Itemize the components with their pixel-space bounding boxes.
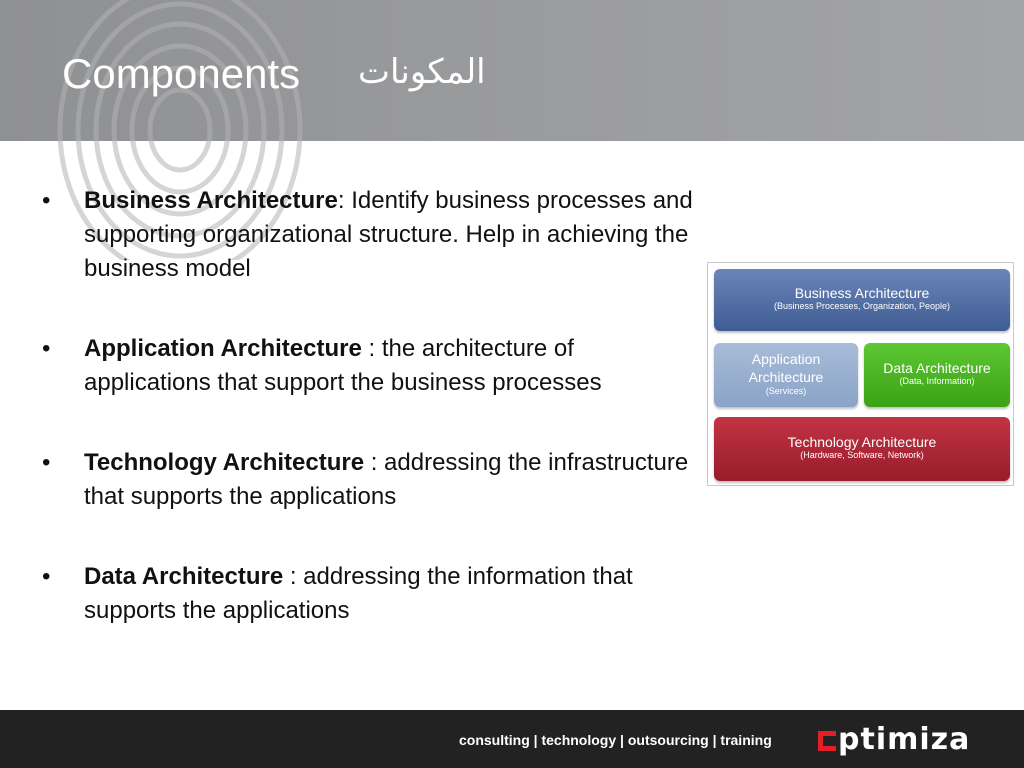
bullet-text: : Identify business processes and supporting organizational structure. Help in achieving the business model <box>84 187 693 282</box>
bullet-application-architecture <box>42 332 702 400</box>
page-title: Components <box>62 50 301 97</box>
bullet-dot: • <box>42 187 51 214</box>
footer-tagline: consulting | technology | outsourcing | training <box>459 732 772 748</box>
bullet-term: Business Architecture <box>84 187 338 214</box>
block-subtitle: (Services) <box>765 386 807 396</box>
slide-header <box>0 0 1024 141</box>
data-architecture-block <box>864 343 1010 407</box>
block-subtitle: (Business Processes, Organization, People) <box>773 301 951 311</box>
bullet-technology-architecture <box>42 446 702 514</box>
optimiza-logo <box>818 722 970 757</box>
bullet-business-architecture <box>42 184 702 286</box>
bullet-term: Technology Architecture <box>84 449 365 476</box>
bullet-term: Data Architecture <box>84 563 284 590</box>
bullet-text: : the architecture of applications that support the business processes <box>84 335 602 396</box>
bullet-dot: • <box>42 563 51 590</box>
bullet-list <box>42 184 702 674</box>
block-subtitle: (Hardware, Software, Network) <box>800 450 924 460</box>
block-title: Data Architecture <box>883 360 991 376</box>
bullet-term: Application Architecture <box>84 335 362 362</box>
slide-footer <box>0 710 1024 768</box>
bullet-data-architecture <box>42 560 702 628</box>
business-architecture-block <box>714 269 1010 331</box>
block-title: Technology Architecture <box>787 434 937 450</box>
bullet-dot: • <box>42 335 51 362</box>
architecture-diagram <box>707 262 1014 486</box>
bullet-text: : addressing the information that supports the applications <box>84 563 633 624</box>
bullet-dot: • <box>42 449 51 476</box>
page-title-arabic: المكونات <box>358 52 486 92</box>
block-title: Application Architecture <box>748 351 824 385</box>
application-architecture-block <box>714 343 858 407</box>
bullet-text: : addressing the infrastructure that supports the applications <box>84 449 689 510</box>
technology-architecture-block <box>714 417 1010 481</box>
logo-mark-icon <box>818 731 836 751</box>
block-title: Business Architecture <box>794 285 930 301</box>
block-subtitle: (Data, Information) <box>899 376 975 386</box>
logo-text: ptimiza <box>838 722 971 757</box>
